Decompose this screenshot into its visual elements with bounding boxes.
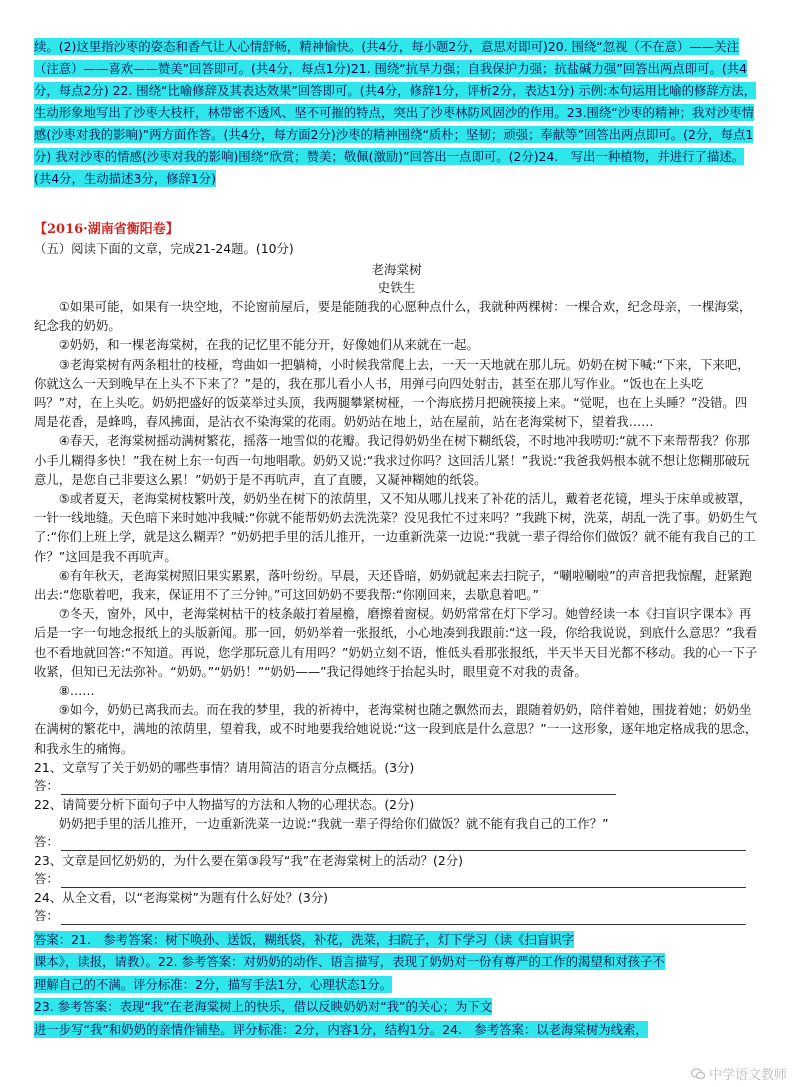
article-paragraph: ④春天，老海棠树摇动满树繁花，摇落一地雪似的花瓣。我记得奶奶坐在树下糊纸袋，不时地冲我唠叨:“就不下来帮帮我？你那小手儿糊得多快！”我在树上东一句西一句地唱歌。奶奶又说:“我求过你吗？这回活儿紧！”我说:“我爸我妈根本就不想让您糊那破玩意儿，是您自己非要这么累！”奶奶于是不再吭声，直了直腰，又凝神糊她的纸袋。 bbox=[34, 433, 750, 487]
article-paragraph: ②奶奶，和一棵老海棠树，在我的记忆里不能分开，好像她们从来就在一起。 bbox=[58, 337, 479, 353]
article-paragraph: ⑨如今，奶奶已离我而去。而在我的梦里，我的祈祷中，老海棠树也随之飘然而去，跟随着奶奶，陪伴着她，围拢着她；奶奶坐在满树的繁花中，满地的浓荫里，望着我，或不时地要我给她说说:“这一段到底是什么意思？”一一这形象，逐年地定格成我的思念，和我永生的痛悔。 bbox=[34, 702, 758, 756]
answer-line-21 bbox=[34, 777, 759, 795]
watermark bbox=[691, 1064, 787, 1083]
article-paragraph: ⑦冬天，窗外，风中，老海棠树枯干的枝条敲打着屋檐，磨擦着窗棂。奶奶常常在灯下学习。她曾经读一本《扫盲识字课本》再后是一字一句地念报纸上的头版新闻。那一回，奶奶举着一张报纸，小心地凑到我跟前:“这一段，你给我说说，到底什么意思？”我看也不看地就回答:“不知道。再说，您学那玩意儿有用吗？”奶奶立刻不语，惟低头看那张报纸，半天半天目光都不移动。我的心一下子收紧，但知已无法弥补。“奶奶。”“奶奶！”“奶奶——”我记得她终于抬起头时，眼里竟不对我的责备。 bbox=[34, 606, 758, 679]
question-21: 21、文章写了关于奶奶的哪些事情？请用简洁的语言分点概括。(3分) bbox=[34, 759, 415, 775]
previous-answer-block bbox=[34, 36, 759, 190]
answer-key-line: 进一步写“我”和奶奶的亲情作铺垫。评分标准：2分，内容1分，结构1分。24. 参考答案：以老海棠树为线索， bbox=[34, 1021, 648, 1037]
answer-line-22 bbox=[34, 833, 759, 851]
reading-instruction: （五）阅读下面的文章，完成21-24题。(10分) bbox=[34, 241, 294, 256]
article-paragraph: ⑤或者夏天，老海棠树枝繁叶茂，奶奶坐在树下的浓荫里，又不知从哪儿找来了补花的活儿，戴着老花镜，埋头于床单或被罩，一针一线地缝。天色暗下来时她冲我喊:“你就不能帮奶奶去洗洗菜？没见我忙不过来吗？”我跳下树，洗菜，胡乱一洗了事。奶奶生气了:“你们上班上学，就是这么糊弄？”奶奶把手里的活儿推开，一边重新洗菜一边说:“我就一辈子得给你们做饭？就不能有我自己的工作？”这回是我不再吭声。 bbox=[34, 491, 758, 564]
question-22-quote: 奶奶把手里的活儿推开，一边重新洗菜一边说:“我就一辈子得给你们做饭？就不能有我自己的工作？” bbox=[58, 815, 609, 831]
article-title: 老海棠树 bbox=[371, 262, 422, 277]
questions-section bbox=[34, 758, 759, 925]
answer-line-24 bbox=[34, 907, 759, 925]
watermark-text: 中学语文教师 bbox=[708, 1068, 787, 1083]
answer-label: 答： bbox=[34, 833, 59, 849]
question-22: 22、请简要分析下面句子中人物描写的方法和人物的心理状态。(2分) bbox=[34, 796, 415, 812]
article-paragraph: ③老海棠树有两条粗壮的枝桠，弯曲如一把躺椅，小时候我常爬上去，一天一天地就在那儿玩。奶奶在树下喊:“下来，下来吧，你就这么一天到晚早在上头不下来了？”是的，我在那儿看小人书，用弹弓向四处射击，甚至在那儿写作业。“饭也在上头吃吗？”对，在上头吃。奶奶把盛好的饭菜举过头顶，我两腿攀紧树桠，一个海底捞月把碗筷接上来。“觉呢，也在上头睡？”没错。四周是花香，是蜂鸣，春风拂面，是沾衣不染海棠的花雨。奶奶站在地上，站在屋前，站在老海棠树下，望着我…… bbox=[34, 356, 750, 430]
article-author: 史铁生 bbox=[377, 280, 416, 295]
question-24: 24、从全文看，以“老海棠树”为题有什么好处？(3分) bbox=[34, 889, 328, 905]
article-body bbox=[34, 297, 759, 758]
previous-answer-text: 续。(2)这里指沙枣的姿态和香气让人心情舒畅，精神愉快。(共4分，每小题2分，意思对即可)20. 围绕“忽视（不在意）——关注（注意）——喜欢——赞美”回答即可。(共4分，每点1分)21. 围绕“抗旱力强；自我保护力强；抗盐碱力强”回答出两点即可。(共4分，每点2分) 22. 围绕“比喻修辞及其表达效果”回答即可。(共4分，修辞1分，评析2分，表达1分) 示例:本句运用比喻的修辞方法，生动形象地写出了沙枣大枝杆，林带密不透风、坚不可摧的特点，突出了沙枣林防风固沙的作用。23.围绕“沙枣的精神；我对沙枣情感(沙枣对我的影响)”两方面作答。(共4分，每方面2分)沙枣的精神围绕“质朴；坚韧；顽强；奉献等”回答出两点即可。(2分，每点1分) 我对沙枣的情感(沙枣对我的影响)围绕“欣赏；赞美；敬佩(激励)”回答出一点即可。(2分)24. 写出一种植物，并进行了描述。(共4分，生动描述3分，修辞1分) bbox=[34, 39, 756, 186]
answer-blank[interactable] bbox=[61, 782, 616, 795]
article-paragraph: ①如果可能，如果有一块空地，不论窗前屋后，要是能随我的心愿种点什么，我就种两棵树：一棵合欢，纪念母亲，一棵海棠，纪念我的奶奶。 bbox=[34, 299, 752, 334]
article-paragraph: ⑥有年秋天，老海棠树照旧果实累累，落叶纷纷。早晨，天还昏暗，奶奶就起来去扫院子，“唰啦唰啦”的声音把我惊醒，赶紧跑出去:“您歇着吧，我来，保证用不了三分钟。”可这回奶奶不要我帮:“你刚回来，去歇息着吧。” bbox=[34, 567, 752, 603]
article-paragraph: ⑧…… bbox=[58, 683, 95, 699]
answer-blank[interactable] bbox=[61, 838, 746, 851]
answer-key-line: 答案：21. 参考答案：树下唤孙、送饭，糊纸袋，补花，洗菜，扫院子，灯下学习（读《扫盲识字 bbox=[34, 931, 575, 947]
answer-key-line: 23. 参考答案：表现“我”在老海棠树上的快乐，借以反映奶奶对“我”的关心；为下文 bbox=[34, 999, 493, 1015]
answer-key-line: 课本》，读报，请教）。22. 参考答案：对奶奶的动作、语言描写，表现了奶奶对一份有尊严的工作的渴望和对孩子不 bbox=[34, 954, 665, 970]
answer-line-23 bbox=[34, 870, 759, 888]
answer-blank[interactable] bbox=[61, 875, 746, 888]
answer-blank[interactable] bbox=[61, 912, 746, 925]
answer-key-line: 理解自己的不满。评分标准：2分，描写手法1分，心理状态1分。 bbox=[34, 976, 393, 992]
wechat-icon bbox=[691, 1068, 705, 1080]
question-23: 23、文章是回忆奶奶的，为什么要在第③段写“我”在老海棠树上的活动？(2分) bbox=[34, 852, 463, 868]
source-heading: 【2016·湖南省衡阳卷】 bbox=[34, 222, 179, 237]
document-page bbox=[34, 36, 759, 1041]
answer-label: 答： bbox=[34, 777, 59, 793]
answer-label: 答： bbox=[34, 870, 59, 886]
answer-key bbox=[34, 929, 759, 1042]
answer-label: 答： bbox=[34, 907, 59, 923]
